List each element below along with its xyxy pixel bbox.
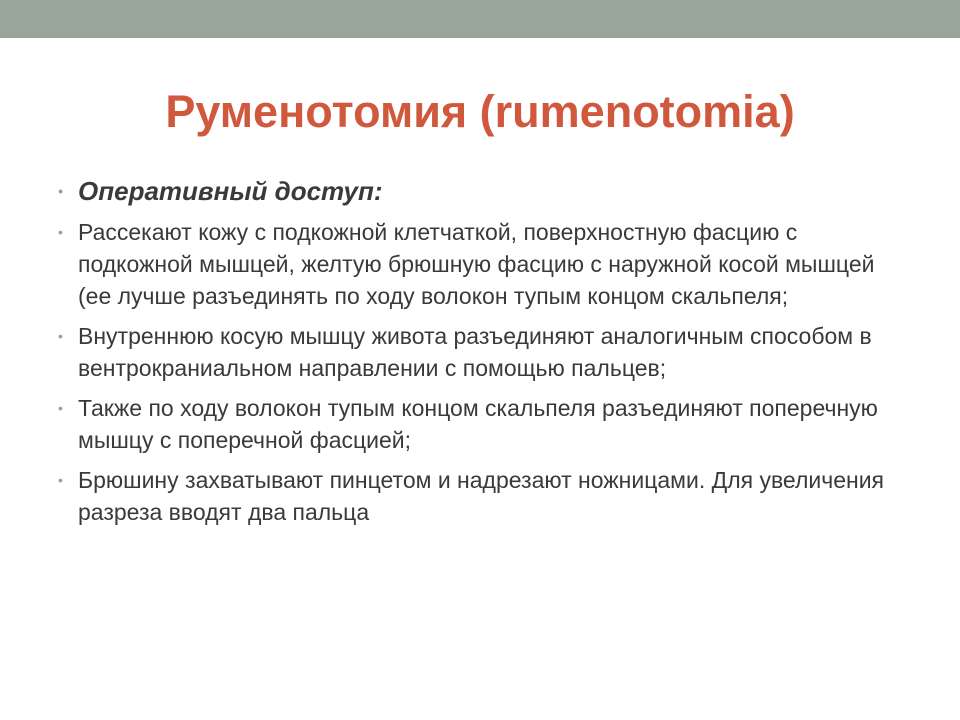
bullet-item — [58, 216, 908, 312]
bullet-item — [58, 392, 908, 456]
bullet-text: Брюшину захватывают пинцетом и надрезают ножницами. Для увеличения разреза вводят два пальца — [78, 467, 884, 525]
bullet-marker-icon: • — [58, 328, 63, 344]
top-decorative-band — [0, 0, 960, 38]
bullet-marker-icon: • — [58, 224, 63, 240]
bullet-item — [58, 320, 908, 384]
bullet-marker-icon: • — [58, 400, 63, 416]
bullet-text: Также по ходу волокон тупым концом скальпеля разъединяют поперечную мышцу с поперечной фасцией; — [78, 395, 878, 453]
slide-title: Руменотомия (rumenotomia) — [165, 86, 795, 137]
bullet-marker-icon: • — [58, 472, 63, 488]
bullet-text: Внутреннюю косую мышцу живота разъединяют аналогичным способом в вентрокраниальном направлении с помощью пальцев; — [78, 323, 872, 381]
bullet-item-heading — [58, 174, 908, 208]
bullet-item — [58, 464, 908, 528]
bullet-list — [58, 174, 908, 536]
bullet-text: Рассекают кожу с подкожной клетчаткой, поверхностную фасцию с подкожной мышцей, желтую брюшную фасцию с наружной косой мышцей (ее лучше разъединять по ходу волокон тупым концом скальпеля; — [78, 219, 875, 309]
bullet-marker-icon: • — [58, 183, 63, 199]
bullet-text: Оперативный доступ: — [78, 176, 383, 206]
